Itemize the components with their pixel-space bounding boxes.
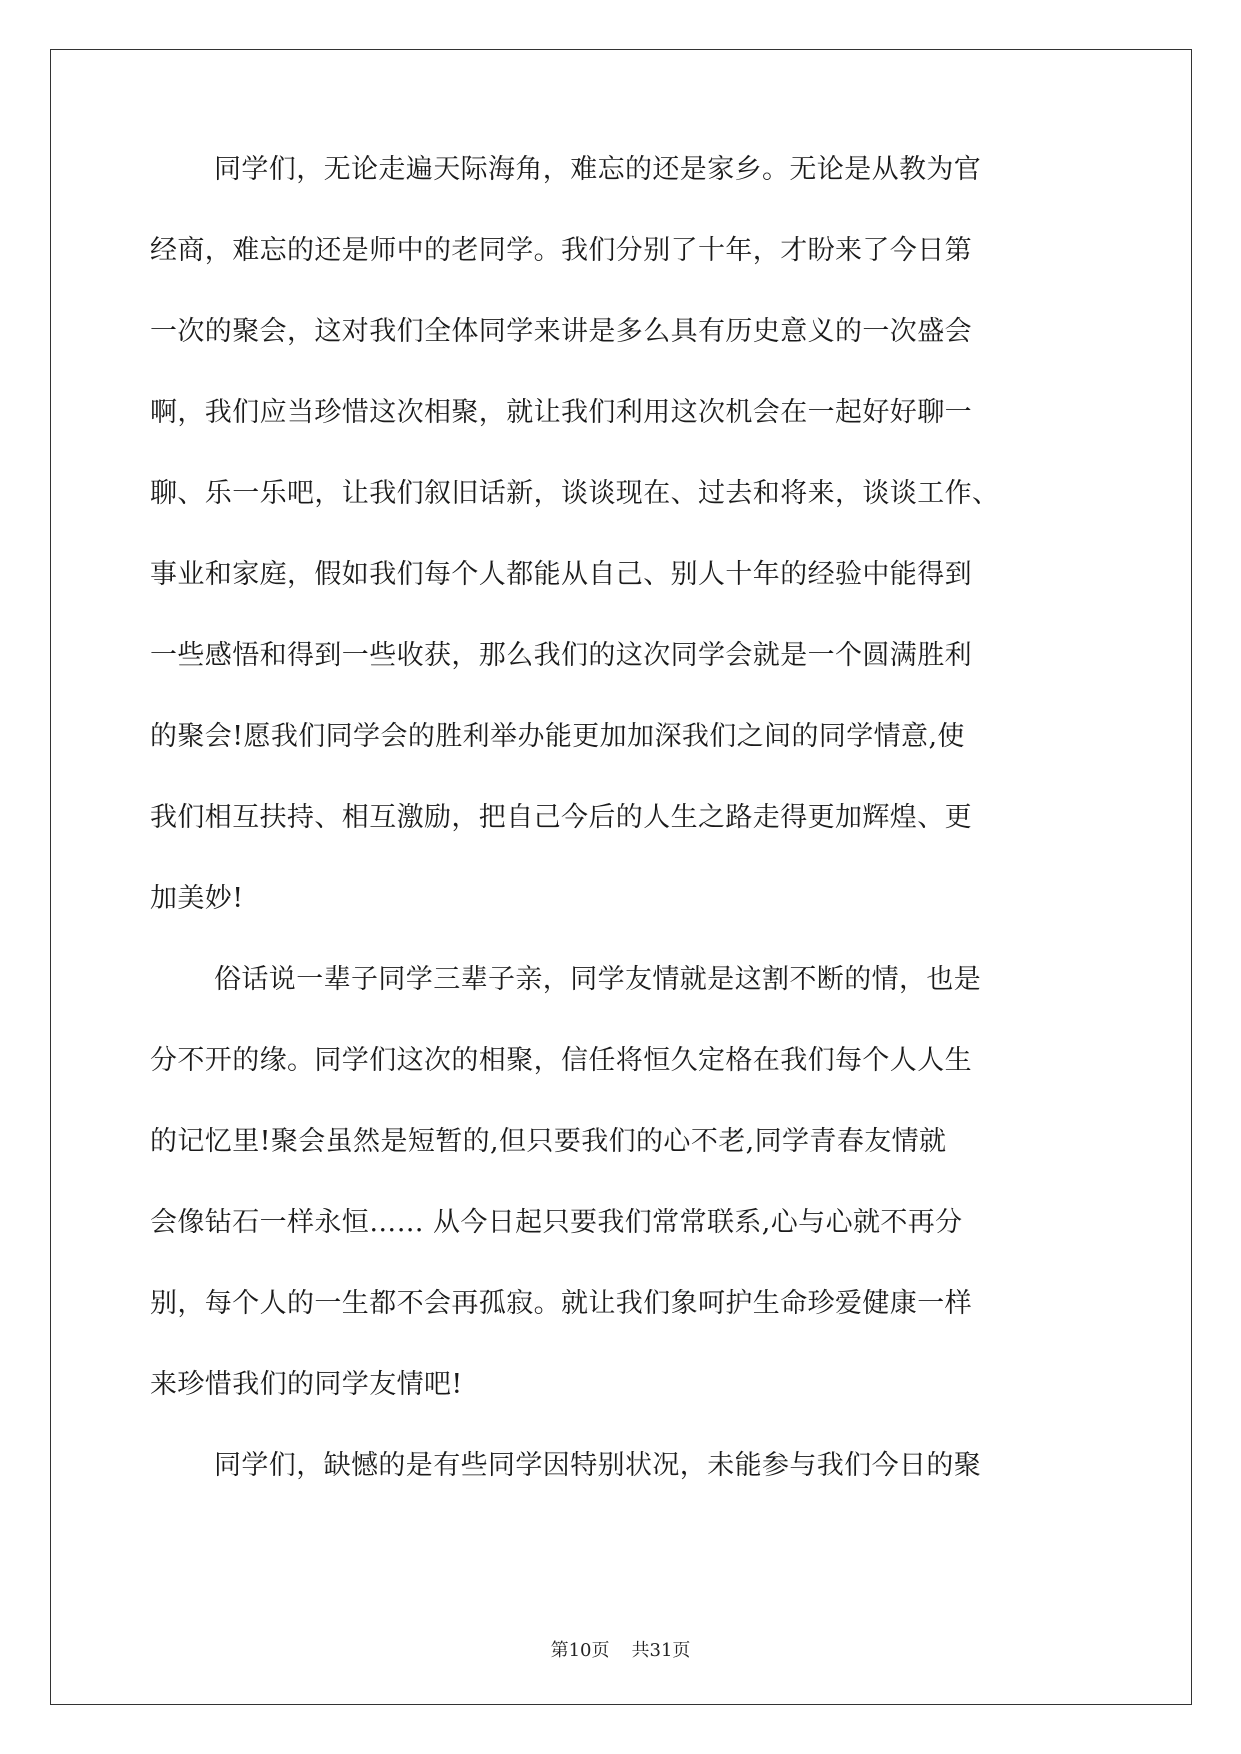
paragraph-1-line-10: 加美妙! bbox=[150, 883, 244, 914]
paragraph-1-line-4: 啊，我们应当珍惜这次相聚，就让我们利用这次机会在一起好好聊一 bbox=[150, 397, 972, 428]
paragraph-2-line-5: 别，每个人的一生都不会再孤寂。就让我们象呵护生命珍爱健康一样 bbox=[150, 1288, 972, 1319]
page-number-current: 第10页 bbox=[550, 1640, 610, 1661]
paragraph-1-line-8: 的聚会!愿我们同学会的胜利举办能更加加深我们之间的同学情意,使 bbox=[150, 721, 965, 752]
paragraph-3-line-1: 同学们，缺憾的是有些同学因特别状况，未能参与我们今日的聚 bbox=[214, 1450, 982, 1481]
paragraph-2-line-4: 会像钻石一样永恒…… 从今日起只要我们常常联系,心与心就不再分 bbox=[150, 1207, 963, 1238]
paragraph-1-line-7: 一些感悟和得到一些收获，那么我们的这次同学会就是一个圆满胜利 bbox=[150, 640, 972, 671]
paragraph-1-line-9: 我们相互扶持、相互激励，把自己今后的人生之路走得更加辉煌、更 bbox=[150, 802, 972, 833]
page-footer bbox=[0, 1636, 1241, 1662]
paragraph-2-line-2: 分不开的缘。同学们这次的相聚，信任将恒久定格在我们每个人人生 bbox=[150, 1045, 972, 1076]
paragraph-1-line-6: 事业和家庭，假如我们每个人都能从自己、别人十年的经验中能得到 bbox=[150, 559, 972, 590]
paragraph-1-line-2: 经商，难忘的还是师中的老同学。我们分别了十年，才盼来了今日第 bbox=[150, 235, 972, 266]
page-number-total: 共31页 bbox=[631, 1640, 691, 1661]
paragraph-1-line-3: 一次的聚会，这对我们全体同学来讲是多么具有历史意义的一次盛会 bbox=[150, 316, 972, 347]
paragraph-2-line-3: 的记忆里!聚会虽然是短暂的,但只要我们的心不老,同学青春友情就 bbox=[150, 1126, 947, 1157]
paragraph-1-line-5: 聊、乐一乐吧，让我们叙旧话新，谈谈现在、过去和将来，谈谈工作、 bbox=[150, 478, 1000, 509]
paragraph-2-line-1: 俗话说一辈子同学三辈子亲，同学友情就是这割不断的情，也是 bbox=[214, 964, 982, 995]
paragraph-2-line-6: 来珍惜我们的同学友情吧! bbox=[150, 1369, 463, 1400]
paragraph-1-line-1: 同学们，无论走遍天际海角，难忘的还是家乡。无论是从教为官 bbox=[214, 154, 982, 185]
